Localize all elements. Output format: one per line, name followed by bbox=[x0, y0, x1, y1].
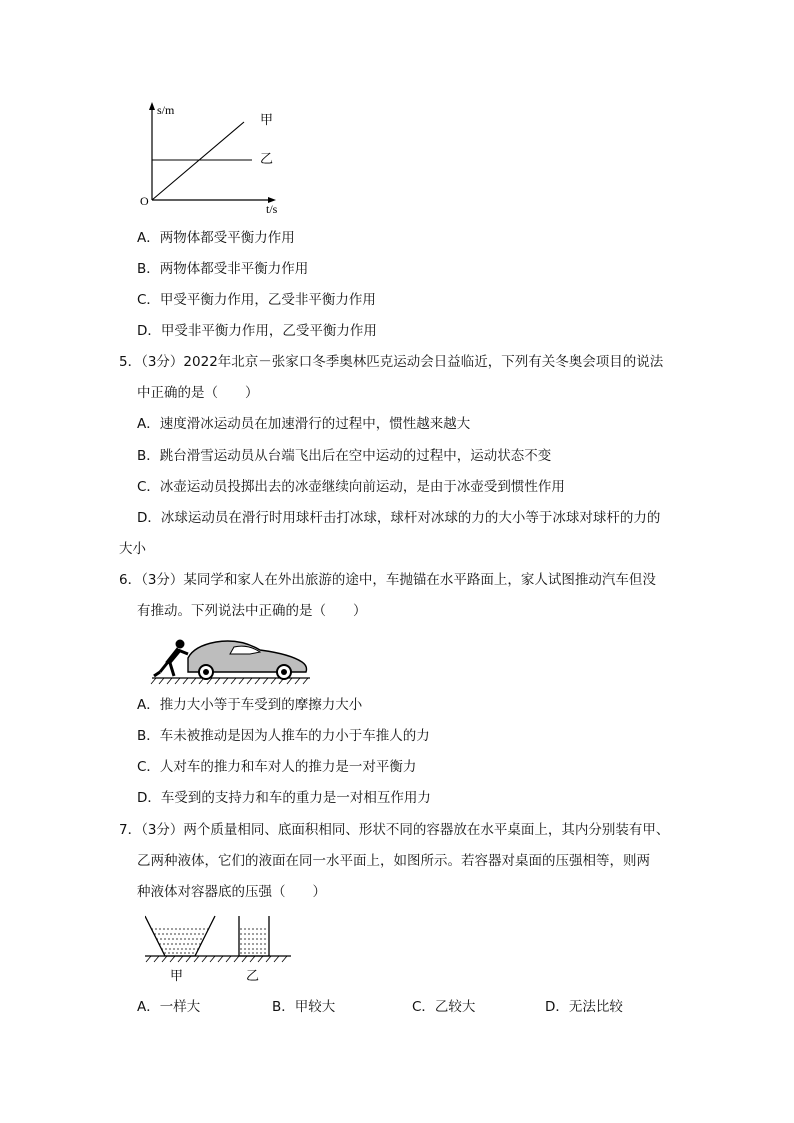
q7-option-b: B．甲较大 bbox=[272, 999, 336, 1015]
y-axis-arrow bbox=[149, 102, 155, 110]
q5-option-a: A．速度滑冰运动员在加速滑行的过程中，惯性越来越大 bbox=[137, 416, 471, 432]
series-yi-label: 乙 bbox=[260, 152, 274, 167]
q5-stem-line1: 5．（3分）2022年北京－张家口冬季奥林匹克运动会日益临近，下列有关冬奥会项目的说法 bbox=[119, 354, 664, 370]
container-jia bbox=[145, 916, 215, 956]
q7-option-a: A．一样大 bbox=[137, 999, 201, 1015]
series-jia-label: 甲 bbox=[260, 113, 274, 128]
q5-option-d-cont: 大小 bbox=[119, 541, 146, 557]
q4-option-c: C．甲受平衡力作用，乙受非平衡力作用 bbox=[137, 292, 376, 308]
container-yi bbox=[239, 916, 269, 956]
containers-figure bbox=[145, 912, 295, 988]
x-axis-label: t/s bbox=[266, 202, 278, 216]
q7-option-d: D．无法比较 bbox=[545, 999, 623, 1015]
q6-option-c: C．人对车的推力和车对人的推力是一对平衡力 bbox=[137, 759, 417, 775]
container-yi-label: 乙 bbox=[246, 969, 260, 984]
q6-option-a: A．推力大小等于车受到的摩擦力大小 bbox=[137, 697, 363, 713]
car-push-figure bbox=[150, 632, 315, 690]
y-axis-label: s/m bbox=[157, 103, 175, 117]
container-jia-label: 甲 bbox=[170, 969, 184, 984]
q6-option-b: B．车未被推动是因为人推车的力小于车推人的力 bbox=[137, 728, 430, 744]
q5-option-b: B．跳台滑雪运动员从台端飞出后在空中运动的过程中，运动状态不变 bbox=[137, 448, 552, 464]
line-jia bbox=[152, 122, 244, 200]
q6-stem-line2: 有推动。下列说法中正确的是（ ） bbox=[137, 603, 367, 619]
st-graph bbox=[138, 100, 298, 218]
q5-option-c: C．冰壶运动员投掷出去的冰壶继续向前运动，是由于冰壶受到惯性作用 bbox=[137, 479, 565, 495]
q7-option-c: C．乙较大 bbox=[412, 999, 476, 1015]
q7-stem-line3: 种液体对容器底的压强（ ） bbox=[137, 884, 326, 900]
q4-option-b: B．两物体都受非平衡力作用 bbox=[137, 261, 309, 277]
person-pushing-icon bbox=[154, 640, 188, 676]
q4-option-d: D．甲受非平衡力作用，乙受平衡力作用 bbox=[137, 323, 377, 339]
q7-stem-line1: 7．（3分）两个质量相同、底面积相同、形状不同的容器放在水平桌面上，其内分别装有甲、 bbox=[119, 822, 670, 838]
q7-stem-line2: 乙两种液体，它们的液面在同一水平面上，如图所示。若容器对桌面的压强相等，则两 bbox=[137, 853, 650, 869]
q5-stem-line2: 中正确的是（ ） bbox=[137, 385, 259, 401]
q4-option-a: A．两物体都受平衡力作用 bbox=[137, 230, 295, 246]
origin-label: O bbox=[140, 194, 149, 208]
q5-option-d: D．冰球运动员在滑行时用球杆击打冰球，球杆对冰球的力的大小等于冰球对球杆的力的 bbox=[137, 510, 661, 526]
car-icon bbox=[188, 641, 307, 679]
q6-stem-line1: 6．（3分）某同学和家人在外出旅游的途中，车抛锚在水平路面上，家人试图推动汽车但没 bbox=[119, 572, 656, 588]
q6-option-d: D．车受到的支持力和车的重力是一对相互作用力 bbox=[137, 790, 431, 806]
